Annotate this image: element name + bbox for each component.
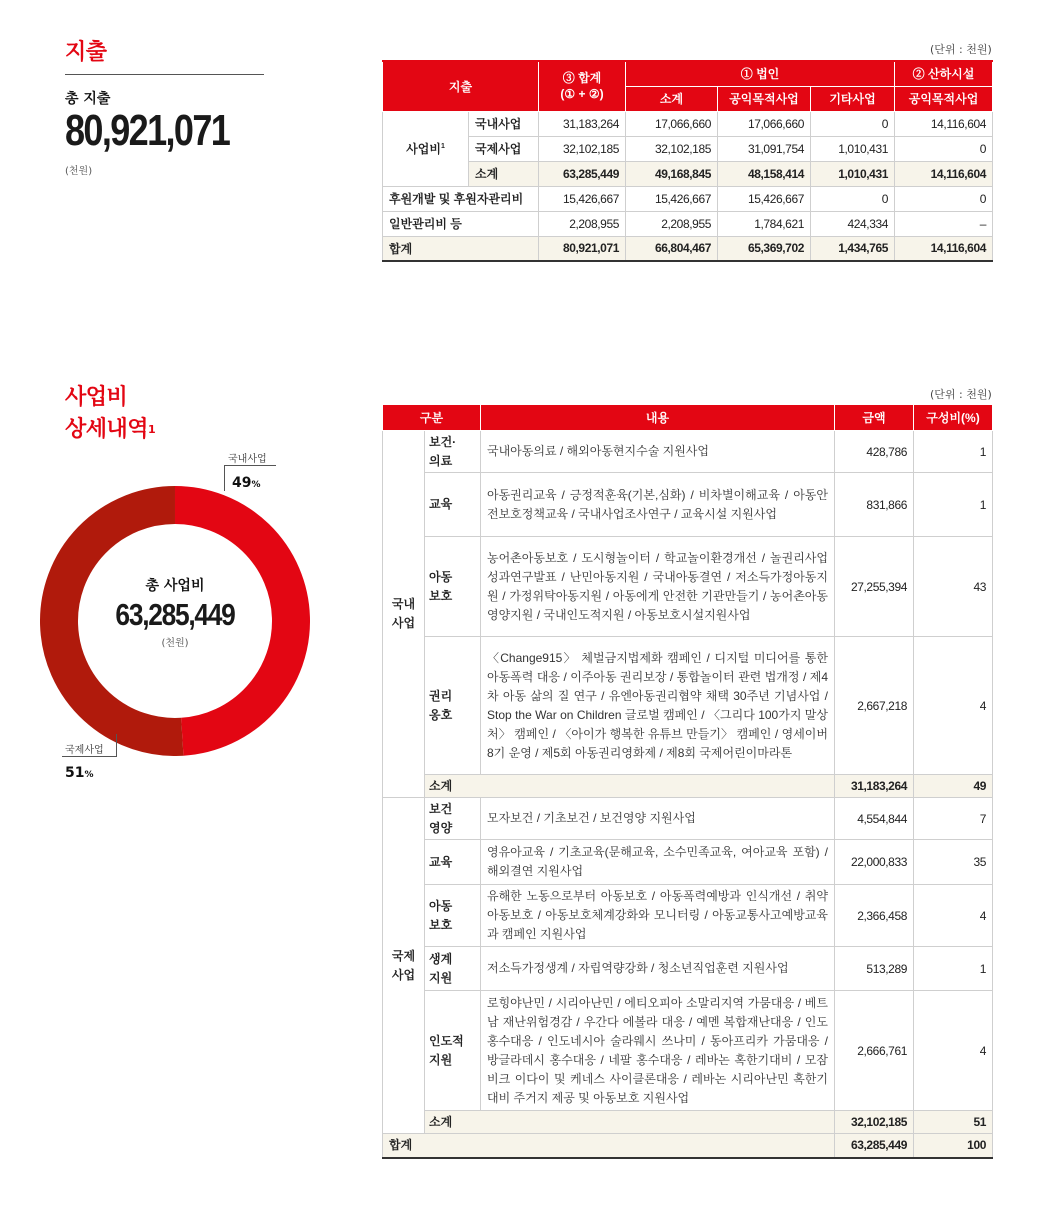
business-detail-table	[382, 404, 993, 1159]
donut-leader-intl-v	[116, 734, 117, 757]
expense-total-unit: (천원)	[65, 166, 93, 177]
business-title-line2: 상세내역$^1$	[65, 417, 156, 442]
cell-grand-corp-sub: 66,804,467	[626, 236, 718, 261]
header-amount: 금액	[835, 405, 914, 431]
content-health-medical: 국내아동의료 / 해외아동현지수술 지원사업	[481, 431, 835, 473]
footnote-marker: 1	[440, 143, 445, 150]
cell-subtotal-corp-sub: 49,168,845	[626, 161, 718, 186]
amount-health-nutrition: 4,554,844	[835, 798, 914, 840]
row-label-grand-total: 합계	[383, 236, 539, 261]
sub-livelihood: 생계 지원	[425, 947, 481, 991]
cell-subtotal-sub-pub: 14,116,604	[895, 161, 993, 186]
content-health-nutrition: 모자보건 / 기초보건 / 보건영양 지원사업	[481, 798, 835, 840]
donut-leader-domestic-v	[224, 465, 225, 491]
group-international-line2: 사업	[391, 967, 416, 982]
ratio-health-medical: 1	[914, 431, 993, 473]
cell-fund-sub-pub: 0	[895, 186, 993, 211]
domestic-subtotal-ratio: 49	[914, 775, 993, 798]
amount-health-medical: 428,786	[835, 431, 914, 473]
cell-grand-corp-pub: 65,369,702	[718, 236, 811, 261]
group-international-line1: 국제	[391, 948, 416, 963]
cell-grand-total: 80,921,071	[539, 236, 626, 261]
row-label-domestic: 국내사업	[469, 111, 539, 136]
cell-fund-corp-other: 0	[811, 186, 895, 211]
content-education-intl: 영유아교육 / 기초교육(문해교육, 소수민족교육, 여아교육 포함) / 해외결연 지원사업	[481, 840, 835, 885]
ratio-humanitarian: 4	[914, 991, 993, 1111]
expense-table-body	[382, 60, 993, 262]
content-humanitarian: 로힝야난민 / 시리아난민 / 에티오피아 소말리지역 가뭄대응 / 베트남 재난위험경감 / 우간다 에볼라 대응 / 예멘 복합재난대응 / 인도 홍수대응 / 인도네시아 술라웨시 쓰나미 / 동아프리카 가뭄대응 / 방글라데시 홍수대응 / 네팔 홍수대응 / 레바논 혹한기대비 / 모잠비크 이다이 및 케네스 사이클론대응 / 레바논 시리아난민 혹한기대비 주거지 제공 및 아동보호 지원사업	[481, 991, 835, 1111]
ratio-child-protection-intl: 4	[914, 885, 993, 947]
donut-label-domestic: 국내사업	[228, 454, 267, 465]
sub-rights-advocacy: 권리 옹호	[425, 637, 481, 775]
donut-pct-international: 51%	[65, 765, 94, 781]
amount-education-intl: 22,000,833	[835, 840, 914, 885]
cell-domestic-corp-pub: 17,066,660	[718, 111, 811, 136]
header-corp-subtotal: 소계	[626, 86, 718, 111]
cell-intl-total: 32,102,185	[539, 136, 626, 161]
group-international	[383, 798, 425, 1134]
donut-pct-domestic: 49%	[232, 475, 261, 491]
donut-center-label: 총 사업비	[145, 578, 205, 594]
row-label-subtotal: 소계	[469, 161, 539, 186]
amount-humanitarian: 2,666,761	[835, 991, 914, 1111]
row-label-fundraising: 후원개발 및 후원자관리비	[383, 186, 539, 211]
expense-title-divider	[65, 74, 264, 75]
donut-center-unit: (천원)	[161, 638, 189, 649]
domestic-subtotal-amount: 31,183,264	[835, 775, 914, 798]
cell-admin-total: 2,208,955	[539, 211, 626, 236]
header-expense: 지출	[383, 61, 539, 111]
group-domestic-line1: 국내	[391, 597, 416, 611]
ratio-livelihood: 1	[914, 947, 993, 991]
sub-education-intl: 교육	[425, 840, 481, 885]
cell-admin-sub-pub: –	[895, 211, 993, 236]
header-content: 내용	[481, 405, 835, 431]
amount-education-domestic: 831,866	[835, 473, 914, 537]
amount-child-protection-intl: 2,366,458	[835, 885, 914, 947]
cell-intl-corp-other: 1,010,431	[811, 136, 895, 161]
header-category: 구분	[383, 405, 481, 431]
cell-admin-corp-pub: 1,784,621	[718, 211, 811, 236]
intl-subtotal-ratio: 51	[914, 1111, 993, 1134]
sub-humanitarian: 인도적 지원	[425, 991, 481, 1111]
cell-admin-corp-sub: 2,208,955	[626, 211, 718, 236]
donut-leader-domestic-h	[224, 465, 276, 466]
cell-subtotal-total: 63,285,449	[539, 161, 626, 186]
cell-domestic-corp-sub: 17,066,660	[626, 111, 718, 136]
amount-rights-advocacy: 2,667,218	[835, 637, 914, 775]
expense-total-value: 80,921,071	[65, 106, 230, 155]
business-title-line1: 사업비	[65, 385, 128, 410]
cell-grand-corp-other: 1,434,765	[811, 236, 895, 261]
donut-center	[40, 575, 310, 649]
cell-admin-corp-other: 424,334	[811, 211, 895, 236]
expense-section-title: 지출	[65, 40, 107, 65]
group-domestic	[383, 431, 425, 798]
cell-fund-corp-pub: 15,426,667	[718, 186, 811, 211]
content-livelihood: 저소득가정생계 / 자립역량강화 / 청소년직업훈련 지원사업	[481, 947, 835, 991]
cell-intl-sub-pub: 0	[895, 136, 993, 161]
cell-intl-corp-sub: 32,102,185	[626, 136, 718, 161]
business-title-footnote: 1	[148, 423, 156, 436]
sub-education-domestic: 교육	[425, 473, 481, 537]
donut-center-value: 63,285,449	[115, 597, 235, 632]
grand-total-label: 합계	[383, 1134, 835, 1158]
content-rights-advocacy: 〈Change915〉 체벌금지법제화 캠페인 / 디지털 미디어를 통한 아동폭력 대응 / 이주아동 권리보장 / 통합놀이터 관련 법개정 / 제4차 아동 삶의 질 연구 / 유엔아동권리협약 채택 30주년 기념사업 / Stop the War on Children 글로벌 캠페인 / 〈그리다 100가지 말상처〉 캠페인 / 〈아이가 행복한 유튜브 만들기〉 캠페인 / 영세이버 8기 운영 / 제5회 아동권리영화제 / 제8회 국제어린이마라톤	[481, 637, 835, 775]
sub-child-protection-domestic: 아동 보호	[425, 537, 481, 637]
ratio-health-nutrition: 7	[914, 798, 993, 840]
group-domestic-line2: 사업	[391, 616, 416, 630]
sub-health-nutrition: 보건 영양	[425, 798, 481, 840]
cell-domestic-sub-pub: 14,116,604	[895, 111, 993, 136]
content-child-protection-intl: 유해한 노동으로부터 아동보호 / 아동폭력예방과 인식개선 / 취약아동보호 / 아동보호체계강화와 모니터링 / 아동교통사고예방교육과 캠페인 지원사업	[481, 885, 835, 947]
cell-domestic-corp-other: 0	[811, 111, 895, 136]
expense-total-label: 총 지출	[65, 91, 111, 107]
grand-total-amount: 63,285,449	[835, 1134, 914, 1158]
ratio-education-domestic: 1	[914, 473, 993, 537]
header-corp-other: 기타사업	[811, 86, 895, 111]
header-subsidiary: ② 산하시설	[895, 61, 993, 86]
donut-leader-intl-h	[62, 756, 116, 757]
cell-fund-corp-sub: 15,426,667	[626, 186, 718, 211]
amount-livelihood: 513,289	[835, 947, 914, 991]
header-total-line1: ③ 합계	[562, 71, 602, 86]
ratio-rights-advocacy: 4	[914, 637, 993, 775]
business-unit-note: (단위 : 천원)	[930, 388, 992, 401]
domestic-subtotal-label: 소계	[425, 775, 835, 798]
cell-subtotal-corp-other: 1,010,431	[811, 161, 895, 186]
content-child-protection-domestic: 농어촌아동보호 / 도시형놀이터 / 학교놀이환경개선 / 놀권리사업 성과연구발표 / 난민아동지원 / 국내아동결연 / 저소득가정아동지원 / 가정위탁아동지원 / 아동에게 안전한 기관만들기 / 농어촌아동영양지원 / 국내인도적지원 / 아동보호시설지원사업	[481, 537, 835, 637]
amount-child-protection-domestic: 27,255,394	[835, 537, 914, 637]
sub-health-medical: 보건· 의료	[425, 431, 481, 473]
ratio-child-protection-domestic: 43	[914, 537, 993, 637]
group-business-expense	[383, 111, 469, 186]
cell-grand-sub-pub: 14,116,604	[895, 236, 993, 261]
business-section-title	[65, 382, 155, 446]
sub-child-protection-intl: 아동 보호	[425, 885, 481, 947]
grand-total-ratio: 100	[914, 1134, 993, 1158]
header-total-line2: (① + ②)	[560, 87, 604, 102]
donut-label-international: 국제사업	[65, 745, 104, 756]
group-business-expense-label: 사업비	[406, 142, 441, 156]
row-label-admin: 일반관리비 등	[383, 211, 539, 236]
cell-subtotal-corp-pub: 48,158,414	[718, 161, 811, 186]
content-education-domestic: 아동권리교육 / 긍정적훈육(기본,심화) / 비차별이해교육 / 아동안전보호정책교육 / 국내사업조사연구 / 교육시설 지원사업	[481, 473, 835, 537]
header-corp-public: 공익목적사업	[718, 86, 811, 111]
cell-fund-total: 15,426,667	[539, 186, 626, 211]
ratio-education-intl: 35	[914, 840, 993, 885]
intl-subtotal-amount: 32,102,185	[835, 1111, 914, 1134]
row-label-international: 국제사업	[469, 136, 539, 161]
cell-domestic-total: 31,183,264	[539, 111, 626, 136]
header-total	[539, 61, 626, 111]
header-ratio: 구성비(%)	[914, 405, 993, 431]
cell-intl-corp-pub: 31,091,754	[718, 136, 811, 161]
expense-unit-note: (단위 : 천원)	[930, 43, 992, 56]
intl-subtotal-label: 소계	[425, 1111, 835, 1134]
header-corp: ① 법인	[626, 61, 895, 86]
header-sub-public: 공익목적사업	[895, 86, 993, 111]
